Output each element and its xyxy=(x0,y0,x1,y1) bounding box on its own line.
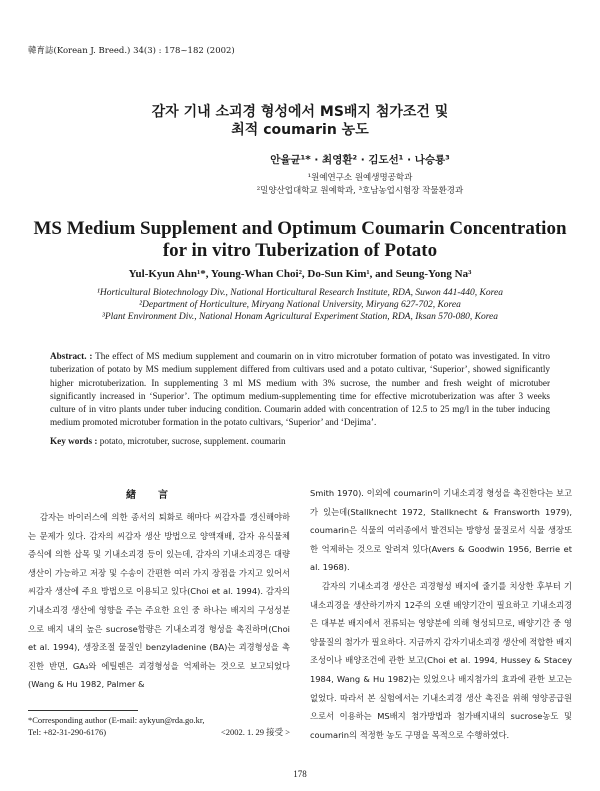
english-affiliation-2: ²Department of Horticulture, Miryang National University, Miryang 627-702, Korea xyxy=(139,300,461,310)
english-title-line-2: for in vitro Tuberization of Potato xyxy=(162,240,438,261)
keywords-label: Key words : xyxy=(50,436,98,446)
page-number: 178 xyxy=(293,769,307,779)
corresponding-email: *Corresponding author (E-mail: aykyun@rda.go.kr, xyxy=(28,715,205,725)
korean-affiliation-1: ¹원예연구소 원예생명공학과 xyxy=(307,173,413,183)
keywords xyxy=(50,436,550,446)
abstract-label: Abstract. : xyxy=(50,351,93,361)
abstract xyxy=(50,350,550,430)
section-heading-introduction: 緖言 xyxy=(126,490,190,501)
journal-citation: 韓育誌(Korean J. Breed.) 34(3) : 178~182 (2002) xyxy=(28,46,235,56)
korean-title-line-2: 최적 coumarin 농도 xyxy=(231,122,369,138)
korean-title-line-1: 감자 기내 소괴경 형성에서 MS배지 첨가조건 및 xyxy=(151,104,449,120)
corresponding-author-note xyxy=(28,714,290,738)
english-authors: Yul-Kyun Ahn¹*, Young-Whan Choi², Do-Sun Kim¹, and Seung-Yong Na³ xyxy=(128,268,472,280)
body-left-column xyxy=(28,508,290,694)
body-right-column xyxy=(310,484,572,744)
korean-authors: 안율균¹* · 최영환² · 김도선¹ · 나승룡³ xyxy=(270,154,450,166)
corresponding-tel: Tel: +82-31-290-6176) xyxy=(28,727,107,737)
english-affiliation-1: ¹Horticultural Biotechnology Div., National Horticultural Research Institute, RDA, Suwon 441-440, Korea xyxy=(97,288,503,298)
body-paragraph: 감자는 바이러스에 의한 종서의 퇴화로 해마다 씨감자를 갱신해야하는 문제가 있다. 감자의 씨감자 생산 방법으로 양액재배, 감자 유식물체 증식에 의한 삽목 및 기내소괴경 등이 있는데, 감자의 기내소괴경은 대량생산이 가능하고 저장 및 수송이 간편한 여러 가지 장점을 가지고 있어서 씨감자 생산에 주요 방법으로 이용되고 있다(Choi et al. 1994). 감자의 기내소괴경 생산에 영향을 주는 주요한 요인 중 하나는 배지의 구성성분으로 배지 내의 높은 sucrose함량은 기내소괴경 형성을 촉진하며(Choi et al. 1994), 생장조절 물질인 benzyladenine (BA)는 괴경형성을 촉진한 반면, GA₃와 에틸렌은 괴경형성을 억제하는 것으로 보고되었다(Wang & Hu 1982, Palmer & xyxy=(28,512,290,690)
keywords-text: potato, microtuber, sucrose, supplement. coumarin xyxy=(99,436,286,446)
received-date: <2002. 1. 29 接受 > xyxy=(220,727,290,737)
body-paragraph: 감자의 기내소괴경 생산은 괴경형성 배지에 줄기를 치상한 후부터 기내소괴경을 생산하기까지 12주의 오랜 배양기간이 필요하고 기내소괴경은 대부분 배지에서 전류되는 영양분에 의해 형성되므로, 배양기간 중 영양물질의 첨가가 필요하다. 지금까지 감자기내소괴경 생산에 적합한 배지조성이나 배양조건에 관한 보고(Choi et al. 1994, Hussey & Stacey 1984, Wang & Hu 1982)는 있었으나 배지첨가의 효과에 관한 보고는 없었다. 따라서 본 실험에서는 기내소괴경 생산 촉진을 위해 영양공급원으로서 이용하는 MS배지 첨가방법과 첨가배지내의 sucrose농도 및 coumarin의 적정한 농도 구명을 목적으로 수행하였다. xyxy=(310,580,572,740)
korean-affiliation-2: ²밀양산업대학교 원예학과, ³호남농업시험장 작물환경과 xyxy=(256,186,464,196)
english-title-line-1: MS Medium Supplement and Optimum Coumarin Concentration xyxy=(33,218,567,239)
body-paragraph: Smith 1970). 이외에 coumarin이 기내소괴경 형성을 촉진한다는 보고가 있는데(Stallknecht 1972, Stallknecht & Fransworth 1979), coumarin은 식물의 여러종에서 발견되는 방향성 물질로서 식물 생장또한 억제하는 것으로 알려져 있다(Avers & Goodwin 1956, Berrie et al. 1968). xyxy=(310,488,572,573)
english-affiliation-3: ³Plant Environment Div., National Honam Agricultural Experiment Station, RDA, Iksan 570-080, Korea xyxy=(102,312,498,322)
abstract-text: The effect of MS medium supplement and coumarin on in vitro microtuber formation of potato was investigated. In vitro tuberization of potato by MS medium supplement differed from cultivars used and a potato cultivar, ‘Superior’, showed significantly higher microtuberization. In supplementing 3 ml MS medium with 3% sucrose, the number and fresh weight of microtuber significantly increased in ‘Superior’. The optimum medium-supplementing time for effective microtuberization was after 3 weeks culture of in vitro plants under tuber inducing condition. Coumarin added with concentration of 12.5 to 25 mg/l in the tuber inducing medium promoted microtuber formation in the potato cultivars, ‘Superior’ and ‘Dejima’. xyxy=(50,351,551,428)
footnote-divider xyxy=(28,710,138,711)
